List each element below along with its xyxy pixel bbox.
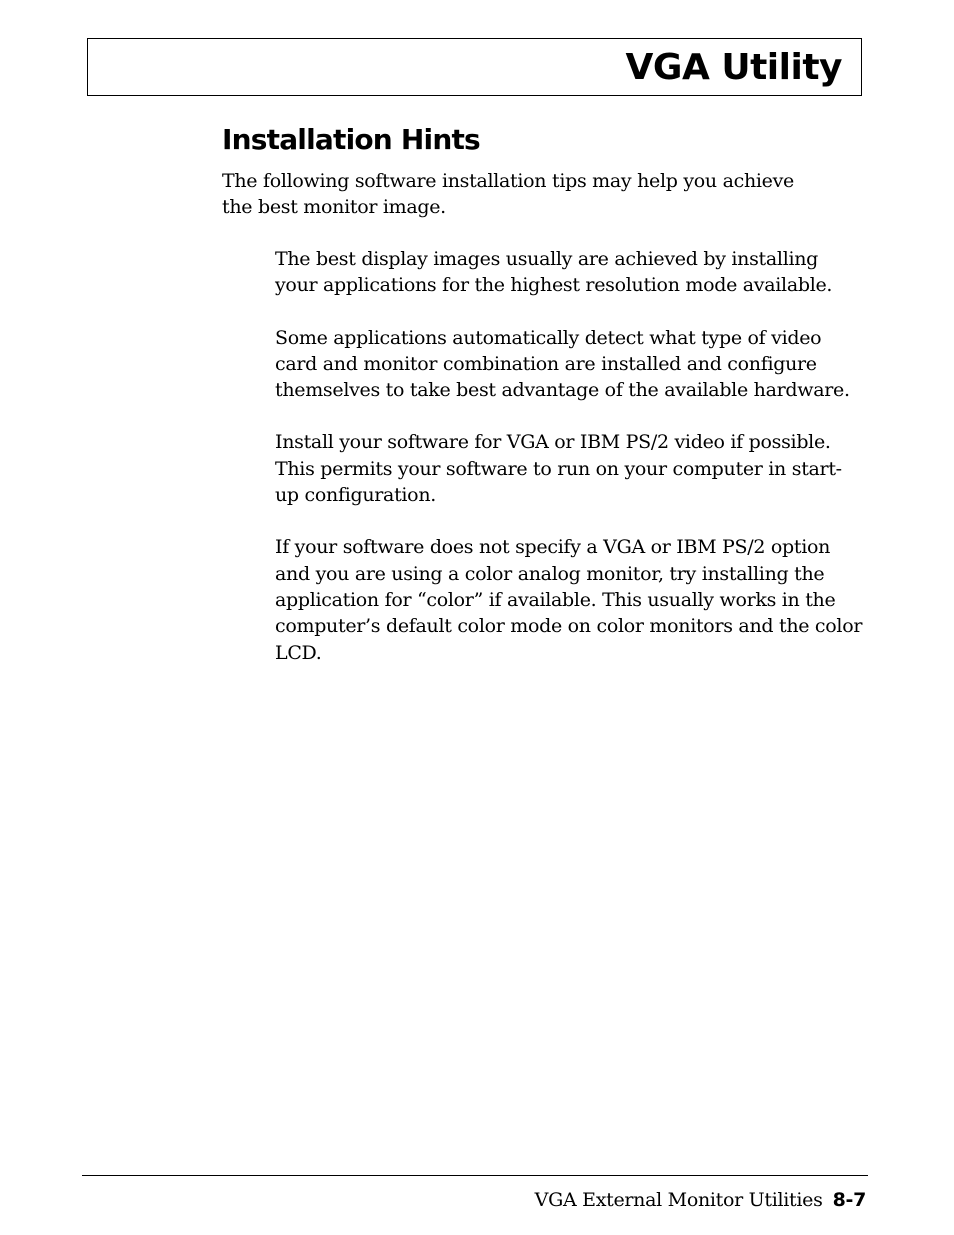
footer-text: VGA External Monitor Utilities <box>534 1189 823 1211</box>
tip-item: The best display images usually are achieved by installing your applications for the highest resolution mode available. <box>275 248 833 297</box>
tips-list <box>275 246 865 692</box>
tip-item: Some applications automatically detect what type of video card and monitor combination are installed and configure themselves to take best advantage of the available hardware. <box>275 326 850 402</box>
chapter-title-box <box>87 38 862 96</box>
tip-item: If your software does not specify a VGA or IBM PS/2 option and you are using a color analog monitor, try installing the application for “color” if available. This usually works in the computer’s default color mode on color monitors and the color LCD. <box>275 536 863 664</box>
tip-item: Install your software for VGA or IBM PS/2 video if possible. This permits your software to run on your computer in start-up configuration. <box>275 431 842 507</box>
page-number: 8-7 <box>832 1189 866 1211</box>
footer-divider <box>82 1175 868 1176</box>
intro-paragraph: The following software installation tips may help you achieve the best monitor image. <box>222 170 794 219</box>
section-heading: Installation Hints <box>222 123 480 156</box>
page-footer <box>535 1187 866 1213</box>
chapter-title: VGA Utility <box>625 47 842 88</box>
